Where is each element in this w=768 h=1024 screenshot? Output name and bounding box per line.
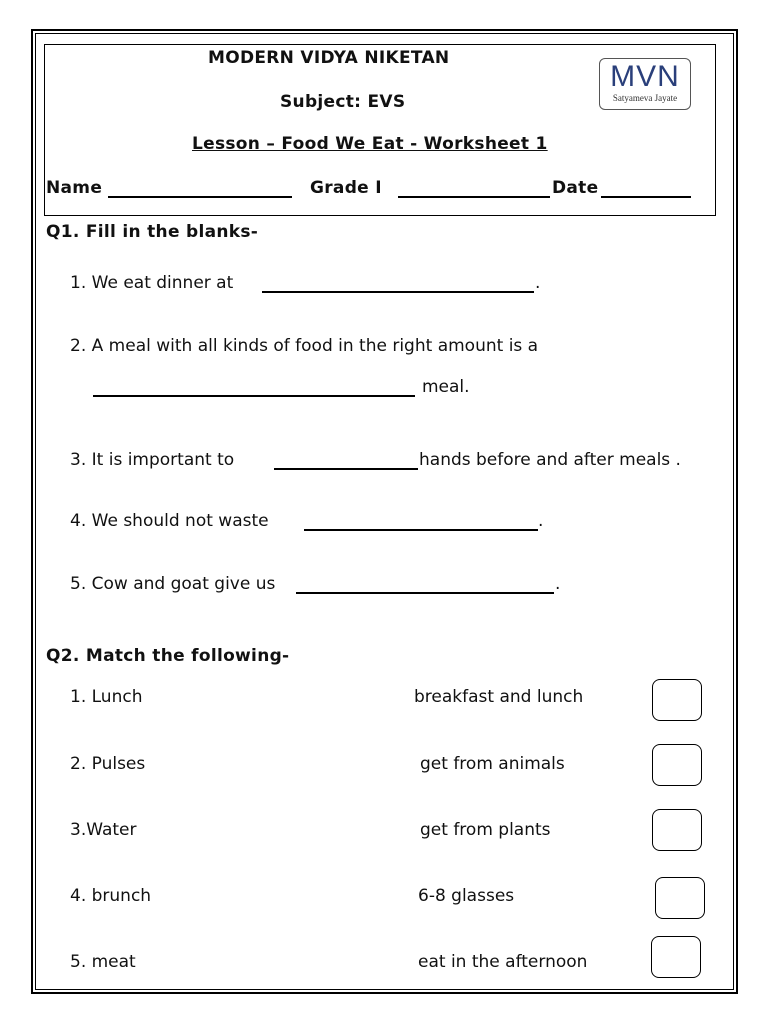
match-answer-box-3[interactable]: [652, 809, 702, 851]
match-left-1: 1. Lunch: [70, 687, 143, 707]
item-text: We eat dinner at: [91, 273, 234, 293]
q1-title: Q1. Fill in the blanks-: [46, 222, 259, 242]
q1-blank-1[interactable]: [262, 275, 534, 297]
q1-blank-4[interactable]: [304, 513, 538, 535]
q1-item-4-suffix: .: [538, 511, 544, 531]
school-logo: [599, 58, 691, 110]
name-blank[interactable]: [108, 180, 292, 202]
item-text: It is important to: [91, 450, 235, 470]
subject-label: Subject: EVS: [280, 92, 406, 112]
date-blank[interactable]: [601, 180, 691, 202]
logo-motto: Satyameva Jayate: [612, 93, 678, 103]
item-number: 5.: [70, 574, 87, 594]
match-left-2: 2. Pulses: [70, 754, 146, 774]
match-left-5: 5. meat: [70, 952, 136, 972]
item-text: A meal with all kinds of food in the right amount is a: [91, 336, 539, 356]
q1-blank-5[interactable]: [296, 576, 554, 598]
match-right-2: get from animals: [420, 754, 565, 774]
q1-item-1: [70, 273, 233, 293]
match-answer-box-4[interactable]: [655, 877, 705, 919]
item-text: We should not waste: [91, 511, 269, 531]
item-number: 4.: [70, 511, 87, 531]
q1-item-5-suffix: .: [555, 574, 561, 594]
q1-item-1-suffix: .: [535, 273, 541, 293]
q1-item-2: [70, 336, 538, 356]
q1-item-3: [70, 450, 234, 470]
grade-blank[interactable]: [398, 180, 550, 202]
q1-item-3-suffix: hands before and after meals .: [419, 450, 681, 470]
school-name: MODERN VIDYA NIKETAN: [208, 48, 450, 68]
match-answer-box-1[interactable]: [652, 679, 702, 721]
match-right-4: 6-8 glasses: [418, 886, 515, 906]
q2-title: Q2. Match the following-: [46, 646, 290, 666]
q1-item-5: [70, 574, 275, 594]
match-right-5: eat in the afternoon: [418, 952, 588, 972]
match-answer-box-5[interactable]: [651, 936, 701, 978]
match-right-1: breakfast and lunch: [414, 687, 584, 707]
q1-item-4: [70, 511, 269, 531]
q1-item-2-suffix: meal.: [422, 377, 470, 397]
item-number: 2.: [70, 336, 87, 356]
q1-blank-3[interactable]: [274, 452, 418, 474]
match-left-3: 3.Water: [70, 820, 137, 840]
match-left-4: 4. brunch: [70, 886, 152, 906]
match-right-3: get from plants: [420, 820, 551, 840]
lesson-title: Lesson – Food We Eat - Worksheet 1: [192, 134, 548, 154]
date-label: Date: [552, 178, 599, 198]
match-answer-box-2[interactable]: [652, 744, 702, 786]
item-number: 1.: [70, 273, 87, 293]
item-number: 3.: [70, 450, 87, 470]
q1-blank-2[interactable]: [93, 379, 415, 401]
name-label: Name: [46, 178, 103, 198]
item-text: Cow and goat give us: [91, 574, 276, 594]
logo-text: MVN: [610, 60, 680, 93]
grade-label: Grade I: [310, 178, 382, 198]
